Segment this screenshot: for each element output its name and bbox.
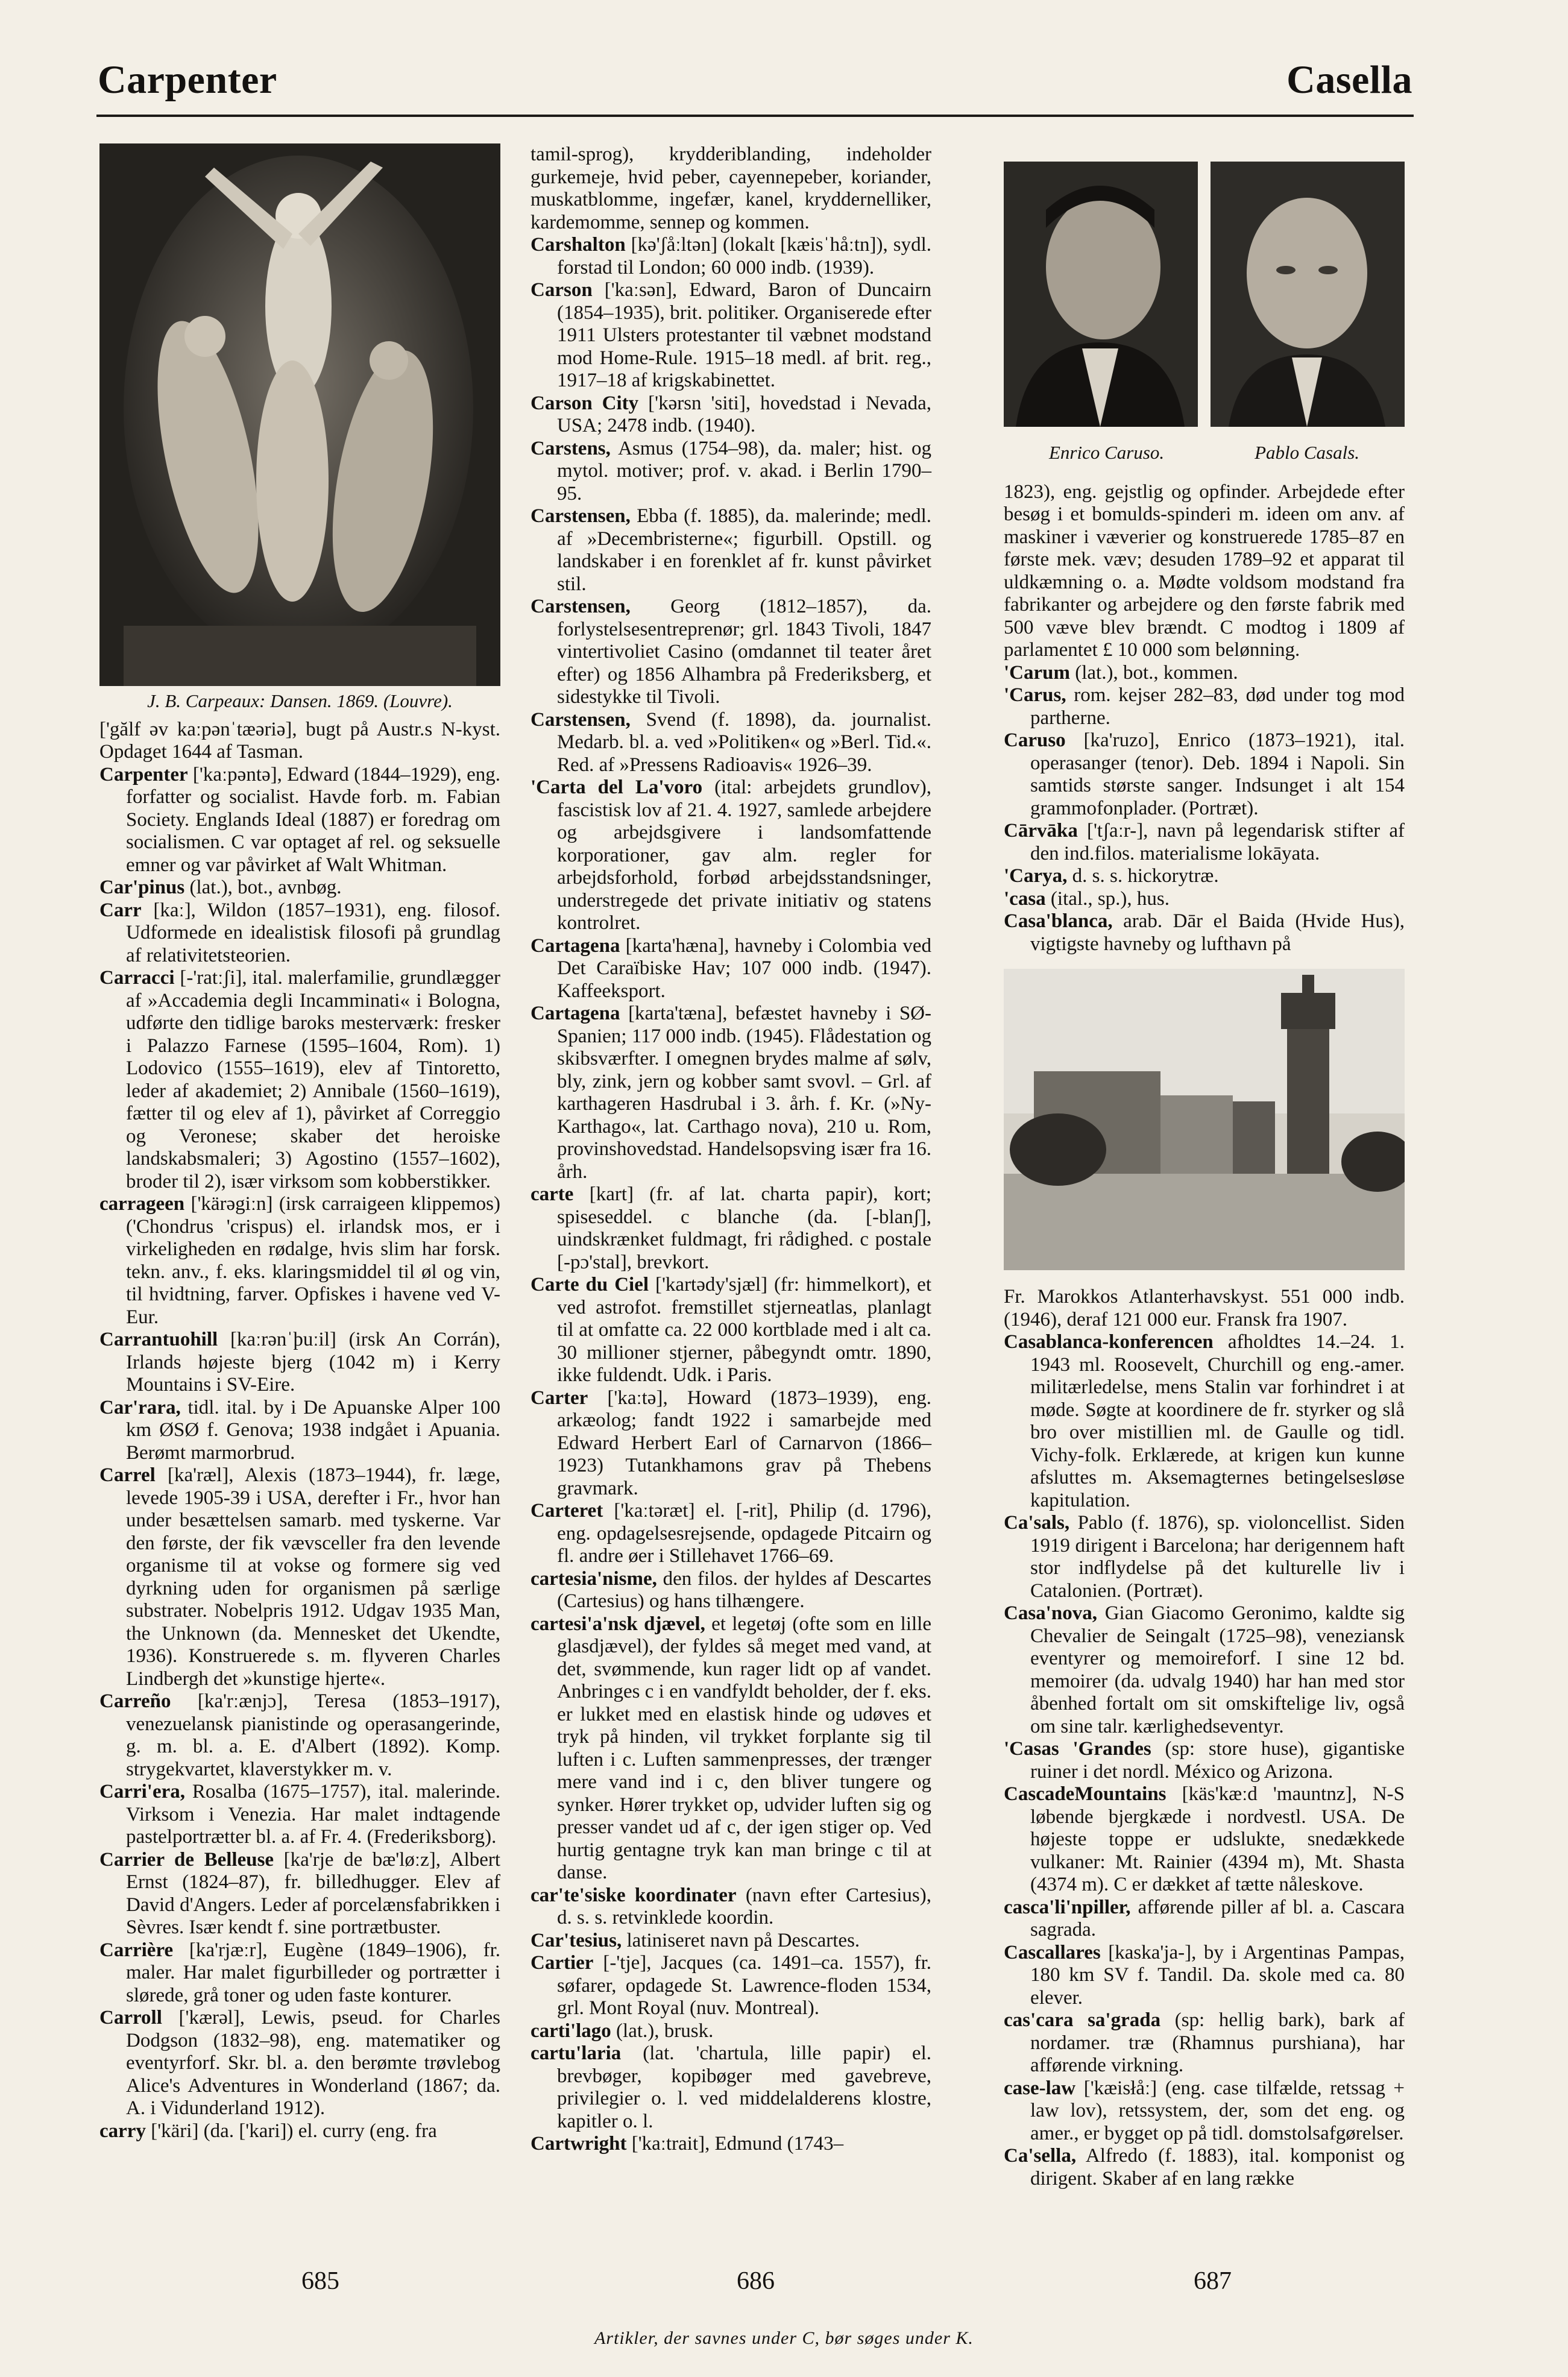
- dictionary-entry: [1004, 1512, 1405, 1602]
- dictionary-entry: [1004, 2077, 1405, 2146]
- entry-headword: carry: [99, 2120, 146, 2142]
- entry-text: (sp: store huse), gigantiske ruiner i det nordl. México og Arizona.: [1030, 1738, 1405, 1783]
- entry-headword: Carson: [531, 279, 593, 301]
- entry-headword: Car'pinus: [99, 877, 185, 898]
- dictionary-entry: [1004, 1942, 1405, 2010]
- entry-text: ['kartədy'sjæl] (fr: himmelkort), et ved astrofot. fremstillet stjerneatlas, planlagt til at omfatte ca. 22 000 kortblade med i alt ca. 30 millioner stjerner, påbegyndt omtr. 1890, ikke fuldendt. Udk. i Paris.: [557, 1274, 932, 1386]
- dictionary-entry: [99, 1849, 500, 1939]
- entry-headword: Cārvāka: [1004, 820, 1078, 842]
- casals-caption: Pablo Casals.: [1255, 442, 1360, 463]
- entry-headword: CascadeMountains: [1004, 1783, 1167, 1805]
- dictionary-entry: [1004, 1331, 1405, 1512]
- entry-headword: Carteret: [531, 1500, 603, 1522]
- entry-text: [kaːrənˈþuːil] (irsk An Corrán), Irlands højeste bjerg (1042 m) i Kerry Mountains i SV-Eire.: [126, 1329, 500, 1396]
- entry-headword: Car'tesius,: [531, 1929, 622, 1951]
- sculpture-drawing: [99, 143, 500, 686]
- entry-text: (ital., sp.), hus.: [1050, 887, 1170, 910]
- dictionary-entry: [1004, 481, 1405, 662]
- entry-text: ['käri] (da. ['kari]) el. curry (eng. fra: [151, 2120, 437, 2142]
- entry-text: [ka'rjæːr], Eugène (1849–1906), fr. maler. Har malet figurbilleder og portrætter i slørede, grå toner og uden faste konturer.: [126, 1939, 500, 2006]
- entry-headword: Carracci: [99, 967, 175, 989]
- entry-text: (navn efter Cartesius), d. s. s. retvinklede koordin.: [557, 1884, 932, 1928]
- entry-text: (lat.), bot., kommen.: [1075, 661, 1238, 684]
- dictionary-entry: [1004, 888, 1405, 911]
- entry-text: [karta'tæna], befæstet havneby i SØ-Spanien; 117 000 indb. (1945). Flådestation og skibsværfter. I omegnen brydes malme af sølv, bly, zink, jern og kobber samt svovl. – Grl. af karthageren Hasdrubal i 3. årh. f. Kr. (»Ny-Karthago«, lat. Carthago nova), 210 u. Rom, provinshovedstad. Handelsopsving især fra 16. årh.: [557, 1003, 931, 1183]
- col1-entries: [99, 719, 500, 2143]
- header-left-word: Carpenter: [98, 58, 277, 102]
- column-2: [531, 143, 931, 2156]
- header-rule: [96, 115, 1414, 117]
- dictionary-entry: [1004, 910, 1405, 956]
- portrait-captions: [1004, 441, 1405, 464]
- dictionary-entry: [99, 967, 500, 1193]
- col3-entries-b: [1004, 1286, 1405, 2190]
- entry-text: ['kærəl], Lewis, pseud. for Charles Dodgson (1832–98), eng. matematiker og eventyrforf. Skr. bl. a. den berømte trøvlebog Alice's Adventures in Wonderland (1867; da. A. i Vidunderland 1912).: [126, 2007, 500, 2119]
- dictionary-entry: [99, 877, 500, 899]
- entry-headword: carrageen: [99, 1193, 185, 1215]
- sculpture-caption: J. B. Carpeaux: Dansen. 1869. (Louvre).: [147, 690, 453, 711]
- dictionary-entry: [99, 2007, 500, 2120]
- entry-text: [käs'kæːd 'mauntnz], N-S løbende bjergkæde i nordvestl. USA. De højeste toppe er udslukte, snedækkede vulkaner: Mt. Rainier (4394 m), Mt. Shasta (4374 m). C er dækket af tætte nåleskove.: [1030, 1783, 1405, 1895]
- dictionary-entry: [531, 438, 931, 506]
- column-3: [1004, 143, 1405, 2190]
- page-number-right: 687: [1194, 2267, 1232, 2295]
- dictionary-entry: [531, 596, 931, 709]
- caruso-portrait: [1004, 162, 1198, 427]
- dictionary-entry: [1004, 1738, 1405, 1783]
- entry-text: [kart] (fr. af lat. charta papir), kort; spiseseddel. c blanche (da. [-blanʃ], uindskrænket fuldmagt, fri rådighed. c postale [-pɔ'stal], brevkort.: [557, 1183, 931, 1273]
- dictionary-entry: [1004, 2009, 1405, 2077]
- dictionary-entry: [531, 1003, 931, 1183]
- entry-text: [ka'rːænjɔ], Teresa (1853–1917), venezuelansk pianistinde og operasangerinde, g. m. bl. a. E. d'Albert (1892). Komp. strygekvartet, klaverstykker m. v.: [126, 1690, 500, 1780]
- dictionary-entry: [1004, 1286, 1405, 1331]
- entry-headword: Casa'nova,: [1004, 1602, 1097, 1624]
- entry-headword: 'Casas 'Grandes: [1004, 1738, 1151, 1760]
- dictionary-entry: [531, 1884, 931, 1930]
- entry-headword: cartesia'nisme,: [531, 1567, 657, 1590]
- dictionary-entry: [99, 2120, 500, 2143]
- entry-text: [kaː], Wildon (1857–1931), eng. filosof. Udformede en idealistisk filosofi på grundlag af relativitetsteorien.: [126, 899, 500, 966]
- entry-text: ['kaːtə], Howard (1873–1939), eng. arkæolog; fandt 1922 i samarbejde med Edward Herbert Earl of Carnarvon (1866–1923) Tutankhamons grav på Thebens gravmark.: [557, 1387, 931, 1499]
- entry-headword: Carrantuohill: [99, 1329, 218, 1350]
- dictionary-entry: [99, 899, 500, 968]
- dictionary-entry: [531, 709, 931, 777]
- entry-text: Georg (1812–1857), da. forlystelsesentreprenør; grl. 1843 Tivoli, 1847 vintertivoliet Casino (omdannet til teater året efter) og 1856 Alhambra på Frederiksberg, et sidestykke til Tivoli.: [557, 596, 932, 708]
- entry-text: ['kaːsən], Edward, Baron of Duncairn (1854–1935), brit. politiker. Organiserede efter 1911 Ulsters protestanter til væbnet modstand mod Home-Rule. 1915–18 medl. af brit. reg., 1917–18 af krigskabinettet.: [557, 279, 932, 391]
- entry-text: tidl. ital. by i De Apuanske Alper 100 km ØSØ f. Genova; 1938 indgået i Apuania. Berømt marmorbrud.: [126, 1396, 500, 1464]
- entry-headword: Ca'sals,: [1004, 1512, 1070, 1534]
- dictionary-entry: [1004, 865, 1405, 888]
- dictionary-entry: [531, 505, 931, 596]
- dictionary-entry: [531, 143, 931, 234]
- entry-text: Rosalba (1675–1757), ital. malerinde. Virksom i Venezia. Har malet indtagende pastelportrætter bl. a. af Fr. 4. (Frederiksborg).: [126, 1781, 500, 1848]
- entry-text: Svend (f. 1898), da. journalist. Medarb. bl. a. ved »Politiken« og »Berl. Tid.«. Red. af »Pressens Radioavis« 1926–39.: [557, 708, 931, 776]
- entry-text: Gian Giacomo Geronimo, kaldte sig Chevalier de Seingalt (1725–98), veneziansk eventyrer og memoireforf. I sine 12 bd. memoirer (da. udvalg 1940) har han med stor åbenhed fortalt om sit omskiftelige liv, også om sine talr. kærlighedseventyr.: [1030, 1602, 1405, 1737]
- dictionary-entry: [99, 1939, 500, 2007]
- entry-headword: carti'lago: [531, 2020, 611, 2042]
- entry-headword: Carte du Ciel: [531, 1274, 649, 1296]
- entry-headword: Cartagena: [531, 1003, 620, 1024]
- entry-headword: Carr: [99, 899, 142, 921]
- dictionary-entry: [1004, 662, 1405, 685]
- dictionary-entry: [531, 234, 931, 279]
- entry-headword: Casablanca-konferencen: [1004, 1331, 1214, 1353]
- dictionary-entry: [1004, 2145, 1405, 2190]
- entry-headword: cas'cara sa'grada: [1004, 2009, 1161, 2031]
- entry-headword: 'Carta del La'voro: [531, 776, 703, 798]
- dictionary-entry: [99, 719, 500, 764]
- entry-text: d. s. s. hickorytræ.: [1072, 865, 1219, 887]
- entry-text: Pablo (f. 1876), sp. violoncellist. Siden 1919 dirigent i Barcelona; har derigennem haft stor indflydelse på det kulturelle liv i Catalonien. (Portræt).: [1030, 1512, 1405, 1602]
- page-number-left: 685: [301, 2267, 339, 2295]
- entry-text: Alfredo (f. 1883), ital. komponist og dirigent. Skaber af en lang række: [1030, 2145, 1405, 2190]
- entry-text: Fr. Marokkos Atlanterhavskyst. 551 000 indb. (1946), deraf 121 000 eur. Fransk fra 1907.: [1004, 1286, 1405, 1330]
- dictionary-entry: [531, 2133, 931, 2156]
- casals-portrait: [1211, 162, 1405, 427]
- entry-headword: Casa'blanca,: [1004, 910, 1113, 932]
- entry-text: den filos. der hyldes af Descartes (Cartesius) og hans tilhængere.: [557, 1567, 931, 1612]
- dictionary-entry: [1004, 1783, 1405, 1897]
- entry-headword: case-law: [1004, 2077, 1076, 2099]
- entry-text: ['kæisłåː] (eng. case tilfælde, retssag + law lov), retssystem, der, som det eng. og amer., er bygget op på tidl. domstolsafgørelser.: [1030, 2077, 1405, 2144]
- entry-text: ['kaːtrait], Edmund (1743–: [631, 2133, 844, 2155]
- col3-entries-a: [1004, 481, 1405, 956]
- casablanca-photo: [1004, 969, 1405, 1270]
- dictionary-entry: [531, 392, 931, 438]
- page-number-middle: 686: [737, 2267, 775, 2295]
- entry-text: Asmus (1754–98), da. maler; hist. og mytol. motiver; prof. v. akad. i Berlin 1790–95.: [557, 437, 932, 505]
- dictionary-entry: [99, 1690, 500, 1781]
- entry-headword: Cartwright: [531, 2133, 627, 2155]
- dictionary-entry: [531, 935, 931, 1003]
- entry-text: (lat.), bot., avnbøg.: [189, 877, 342, 898]
- dictionary-entry: [531, 1500, 931, 1568]
- entry-headword: Carreño: [99, 1690, 171, 1712]
- sculpture-photo: [99, 143, 500, 686]
- entry-headword: Carrier de Belleuse: [99, 1848, 274, 1871]
- entry-headword: Cascallares: [1004, 1941, 1101, 1963]
- entry-headword: Carstens,: [531, 437, 611, 459]
- entry-headword: Car'rara,: [99, 1396, 181, 1418]
- dictionary-entry: [531, 1930, 931, 1953]
- dictionary-entry: [99, 1397, 500, 1465]
- dictionary-entry: [531, 1613, 931, 1884]
- entry-headword: Carstensen,: [531, 505, 631, 527]
- dictionary-entry: [531, 1387, 931, 1500]
- dictionary-entry: [99, 1781, 500, 1849]
- dictionary-entry: [531, 776, 931, 935]
- entry-text: afholdtes 14.–24. 1. 1943 ml. Roosevelt, Churchill og eng.-amer. militærledelse, mens Stalin var forhindret i at møde. Søgte at koordinere de fr. styrker og slå bro over mistillien ml. de Gaulle og tidl. Vichy-folk. Erklærede, at krigen kun kunne afsluttes m. Aksemagternes betingelsesløse kapitulation.: [1030, 1331, 1405, 1511]
- entry-text: ['kaːpəntə], Edward (1844–1929), eng. forfatter og socialist. Havde forb. m. Fabian Society. Englands Ideal (1887) er foredrag om socialismen. C var optaget af rel. og seksuelle emner og var påvirket af Walt Whitman.: [126, 763, 501, 876]
- entry-headword: 'Carya,: [1004, 865, 1068, 887]
- entry-text: (lat. 'chartula, lille papir) el. brevbøger, kopibøger med gavebreve, privilegier o. l. ved middelalderens klostre, kapitler o. l.: [557, 2042, 931, 2132]
- entry-text: rom. kejser 282–83, død under tog mod partherne.: [1030, 684, 1405, 729]
- entry-headword: cartesi'a'nsk djævel,: [531, 1613, 705, 1635]
- entry-text: ['tʃaːr-], navn på legendarisk stifter af den ind.filos. materialisme lokāyata.: [1030, 820, 1405, 864]
- entry-headword: Carri'era,: [99, 1781, 186, 1802]
- entry-headword: car'te'siske koordinater: [531, 1884, 737, 1906]
- entry-headword: Carpenter: [99, 763, 188, 786]
- dictionary-entry: [99, 1464, 500, 1690]
- portrait-row: [1004, 162, 1405, 427]
- entry-headword: Carrière: [99, 1939, 174, 1961]
- footer-note: Artikler, der savnes under C, bør søges under K.: [594, 2328, 974, 2348]
- dictionary-entry: [99, 764, 500, 877]
- entry-headword: Carshalton: [531, 234, 626, 256]
- entry-headword: Ca'sella,: [1004, 2145, 1077, 2167]
- entry-headword: Carroll: [99, 2007, 162, 2029]
- entry-text: ['gălf əv kaːpənˈtæəriə], bugt på Austr.s N-kyst. Opdaget 1644 af Tasman.: [99, 718, 500, 763]
- entry-text: [-'tje], Jacques (ca. 1491–ca. 1557), fr. søfarer, opdagede St. Lawrence-floden 1534, grl. Mont Royal (nuv. Montreal).: [557, 1952, 932, 2019]
- entry-text: [ka'rje de bæ'løːz], Albert Ernst (1824–87), fr. billedhugger. Elev af David d'Angers. Leder af porcelænsfabrikken i Sèvres. Især kendt f. sine portrætbuster.: [126, 1848, 501, 1938]
- entry-text: (sp: hellig bark), bark af nordamer. træ (Rhamnus purshiana), har afførende virkning.: [1030, 2009, 1405, 2076]
- entry-headword: Carstensen,: [531, 708, 631, 731]
- caruso-caption: Enrico Caruso.: [1048, 442, 1165, 463]
- entry-text: tamil-sprog), krydderiblanding, indeholder gurkemeje, hvid peber, cayennepeber, koriander, muskatblomme, ingefær, kanel, kryddernelliker, kardemomme, sennep og kommen.: [531, 143, 931, 233]
- entry-headword: Carrel: [99, 1464, 156, 1486]
- entry-headword: Cartagena: [531, 934, 620, 957]
- entry-headword: cartu'laria: [531, 2042, 622, 2064]
- entry-headword: casca'li'npiller,: [1004, 1896, 1131, 1918]
- entry-text: ['kərsn 'siti], hovedstad i Nevada, USA; 2478 indb. (1940).: [557, 392, 931, 436]
- dictionary-entry: [531, 1952, 931, 2020]
- dictionary-entry: [1004, 729, 1405, 820]
- entry-text: [kaska'ja-], by i Argentinas Pampas, 180 km SV f. Tandil. Da. skole med ca. 80 elever.: [1030, 1941, 1405, 2009]
- entry-text: (lat.), brusk.: [616, 2020, 714, 2042]
- entry-text: et legetøj (ofte som en lille glasdjævel), der fyldes så meget med vand, at det, svømmende, kun rager lidt op af vandet. Anbringes c i en vandfyldt beholder, der f. eks. er lukket med en elastisk hinde og udøves et tryk på hinden, vil trykket forplante sig til luften i c. Luften sammenpresses, der trænger mere vand ind i c, den bliver tungere og synker. Hører trykket op, udvider luften sig og presser vandet ud af c, der igen stiger op. Ved hurtig gentagne tryk kan man bringe c til at danse.: [557, 1613, 931, 1883]
- entry-text: (ital: arbejdets grundlov), fascistisk lov af 21. 4. 1927, samlede arbejdere og arbejdsgivere i landsomfattende korporationer, gav alm. regler for arbejdsforhold, forbød arbejdsstandsninger, understregede det private initiativ og statens kontrolret.: [557, 776, 931, 934]
- entry-text: afførende piller af bl. a. Cascara sagrada.: [1030, 1896, 1405, 1941]
- entry-headword: Caruso: [1004, 729, 1066, 751]
- dictionary-entry: [531, 2020, 931, 2043]
- entry-headword: Carter: [531, 1387, 588, 1409]
- dictionary-entry: [531, 1568, 931, 1613]
- entry-headword: 'Carus,: [1004, 684, 1066, 706]
- entry-headword: 'casa: [1004, 887, 1046, 910]
- entry-text: [karta'hæna], havneby i Colombia ved Det Caraïbiske Hav; 107 000 indb. (1947). Kaffeeksport.: [557, 934, 932, 1002]
- entry-text: latiniseret navn på Descartes.: [626, 1929, 860, 1951]
- entry-headword: Carstensen,: [531, 596, 631, 617]
- entry-text: 1823), eng. gejstlig og opfinder. Arbejdede efter besøg i et bomulds-spinderi m. ideen om anv. af maskiner i væverier og konstruerede 1785–87 en første mek. væv; desuden 1789–92 et apparat til uldkæmning o. a. Mødte voldsom modstand fra fabrikanter og arbejdere og den første fabrik med 500 væve blev brændt. C modtog i 1809 af parlamentet £ 10 000 som belønning.: [1004, 480, 1405, 661]
- dictionary-entry: [531, 1274, 931, 1387]
- entry-text: [kə'ʃåːltən] (lokalt [kæisˈhåːtn]), sydl. forstad til London; 60 000 indb. (1939).: [557, 234, 932, 279]
- dictionary-entry: [531, 279, 931, 392]
- entry-text: ['kaːtəræt] el. [-rit], Philip (d. 1796), eng. opdagelsesrejsende, opdagede Pitcairn og fl. andre øer i Stillehavet 1766–69.: [557, 1500, 932, 1567]
- dictionary-entry: [99, 1329, 500, 1397]
- entry-text: [ka'ruzo], Enrico (1873–1921), ital. operasanger (tenor). Deb. 1894 i Napoli. Sin samtids største sanger. Indsunget i alt 154 grammofonplader. (Portræt).: [1030, 729, 1405, 819]
- entry-text: Ebba (f. 1885), da. malerinde; medl. af »Decembristerne«; figurbill. Opstill. og landskaber i en forenklet af fr. kunst påvirket stil.: [557, 505, 931, 595]
- entry-text: arab. Dār el Baida (Hvide Hus), vigtigste havneby og lufthavn på: [1030, 910, 1405, 955]
- column-1: [99, 143, 500, 2142]
- dictionary-entry: [99, 1193, 500, 1329]
- entry-headword: 'Carum: [1004, 661, 1070, 684]
- entry-text: [-'ratːʃi], ital. malerfamilie, grundlægger af »Accademia degli Incamminati« i Bologna, udførte den tidlige baroks mesterværk: fresker i Palazzo Farnese (1595–1604, Rom). 1) Lodovico (1555–1619), elev af Tintoretto, leder af akademiet; 2) Annibale (1560–1619), fætter til og elev af 1), påvirket af Correggio og Veronese; skaber det heroiske landskabsmaleri; 3) Agostino (1557–1602), broder til 2), især virksom som kobberstikker.: [126, 967, 500, 1192]
- entry-headword: Cartier: [531, 1952, 594, 1974]
- entry-text: ['kärəgiːn] (irsk carraigeen klippemos) ('Chondrus 'crispus) el. irlandsk mos, er i virkeligheden en rødalge, hvis slim har forsk. tekn. anv., f. eks. klaringsmiddel til øl og vin, til hvidtning, farver. Opfiskes i havene ved V-Eur.: [126, 1193, 500, 1328]
- entry-text: [ka'ræl], Alexis (1873–1944), fr. læge, levede 1905-39 i USA, derefter i Fr., hvor han under besættelsen samarb. med tyskerne. Var den første, der fik vævsceller fra den levende organisme til at vokse og formere sig ved dyrkning uden for organismen på særlige substrater. Nobelpris 1912. Udgav 1935 Man, the Unknown (da. Mennesket det Ukendte, 1936). Konstruerede s. m. flyveren Charles Lindbergh det »kunstige hjerte«.: [126, 1464, 500, 1690]
- entry-headword: Carson City: [531, 392, 639, 414]
- dictionary-entry: [1004, 684, 1405, 729]
- dictionary-entry: [1004, 820, 1405, 865]
- dictionary-entry: [531, 2042, 931, 2133]
- dictionary-entry: [531, 1183, 931, 1274]
- dictionary-entry: [1004, 1602, 1405, 1738]
- col2-entries: [531, 143, 931, 2156]
- dictionary-entry: [1004, 1897, 1405, 1942]
- entry-headword: carte: [531, 1183, 574, 1205]
- header-right-word: Casella: [1286, 58, 1412, 102]
